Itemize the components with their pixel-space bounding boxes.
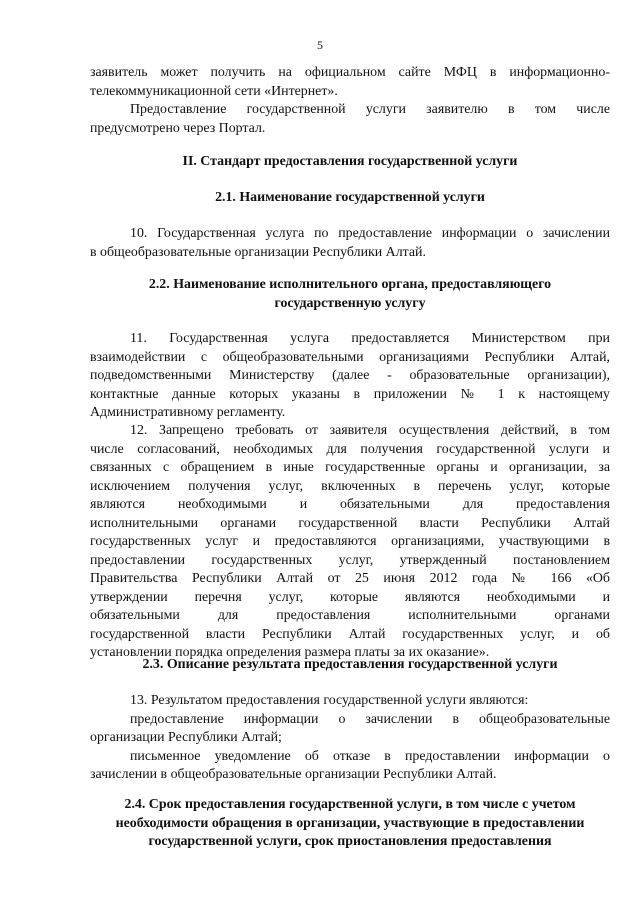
intro-paragraph	[90, 64, 610, 138]
text-line: организации Республики Алтай;	[90, 730, 282, 745]
text-line: телекоммуникационной сети «Интернет».	[90, 83, 338, 99]
text-line: связанных с обращением в иные государственные органы и организации, за	[90, 460, 610, 475]
text-line: установлении порядка определения размера платы за их оказание».	[90, 645, 490, 660]
text-line: являются необходимыми и обязательными для предоставления	[90, 497, 610, 512]
heading-line: государственной услуги, срок приостановления предоставления	[148, 834, 552, 849]
text-line: 12. Запрещено требовать от заявителя осуществления действий, в том	[130, 423, 610, 438]
text-line: предоставлении государственных услуг, утвержденный постановлением	[90, 552, 610, 568]
text-line: 10. Государственная услуга по предоставление информации о зачислении	[130, 226, 610, 241]
text-line: в общеобразовательные организации Республики Алтай.	[90, 244, 426, 260]
text-line: подведомственными Министерству (далее - образовательные организации),	[90, 368, 610, 383]
text-line: Предоставление государственной услуги заявителю в том числе	[130, 102, 610, 117]
text-line: взаимодействии с общеобразовательными организациями Республики Алтай,	[90, 349, 610, 365]
heading-line: государственную услугу	[274, 295, 426, 311]
page-number: 5	[317, 38, 323, 52]
heading-line: 2.2. Наименование исполнительного органа, предоставляющего	[148, 277, 552, 292]
text-line: Правительства Республики Алтай от 25 июня 2012 года № 166 «Об	[90, 571, 610, 586]
text-line: обязательными для предоставления исполнительными органами	[90, 608, 610, 623]
text-line: 11. Государственная услуга предоставляется Министерством при	[130, 331, 610, 346]
text-line: 13. Результатом предоставления государственной услуги являются:	[130, 693, 529, 708]
text-line: утверждении перечня услуг, которые являются необходимыми и	[90, 589, 610, 605]
paragraph-13	[90, 692, 610, 785]
text-line: предусмотрено через Портал.	[90, 120, 266, 136]
text-line: исполнительными органами государственной власти Республики Алтай	[90, 515, 610, 531]
text-line: зачислении в общеобразовательные организации Республики Алтай.	[90, 767, 497, 782]
text-line: исключением получения услуг, включенных в перечень услуг, которые	[90, 478, 610, 494]
text-line: заявитель может получить на официальном сайте МФЦ в информационно-	[90, 65, 610, 80]
text-line: Административному регламенту.	[90, 405, 286, 420]
heading-2-2	[90, 276, 610, 313]
heading-2-1: 2.1. Наименование государственной услуги	[215, 190, 485, 205]
heading-line: 2.4. Срок предоставления государственной услуги, в том числе с учетом	[124, 797, 576, 812]
paragraph-12	[90, 422, 610, 663]
text-line: числе согласований, необходимых для получения государственной услуги и	[90, 441, 610, 457]
heading-line: необходимости обращения в организации, участвующие в предоставлении	[115, 815, 585, 831]
text-line: предоставление информации о зачислении в общеобразовательные	[130, 711, 610, 727]
text-line: государственной власти Республики Алтай государственных услуг, и об	[90, 626, 610, 642]
text-line: письменное уведомление об отказе в предоставлении информации о	[130, 748, 610, 764]
section-title: II. Стандарт предоставления государственной услуги	[182, 154, 518, 169]
text-line: контактные данные которых указаны в приложении № 1 к настоящему	[90, 386, 610, 402]
text-line: государственных услуг и предоставляются организациями, участвующими в	[90, 534, 610, 549]
paragraph-10	[90, 225, 610, 262]
heading-2-4	[90, 796, 610, 852]
paragraph-11	[90, 330, 610, 423]
heading-2-3: 2.3. Описание результата предоставления государственной услуги	[142, 657, 558, 672]
